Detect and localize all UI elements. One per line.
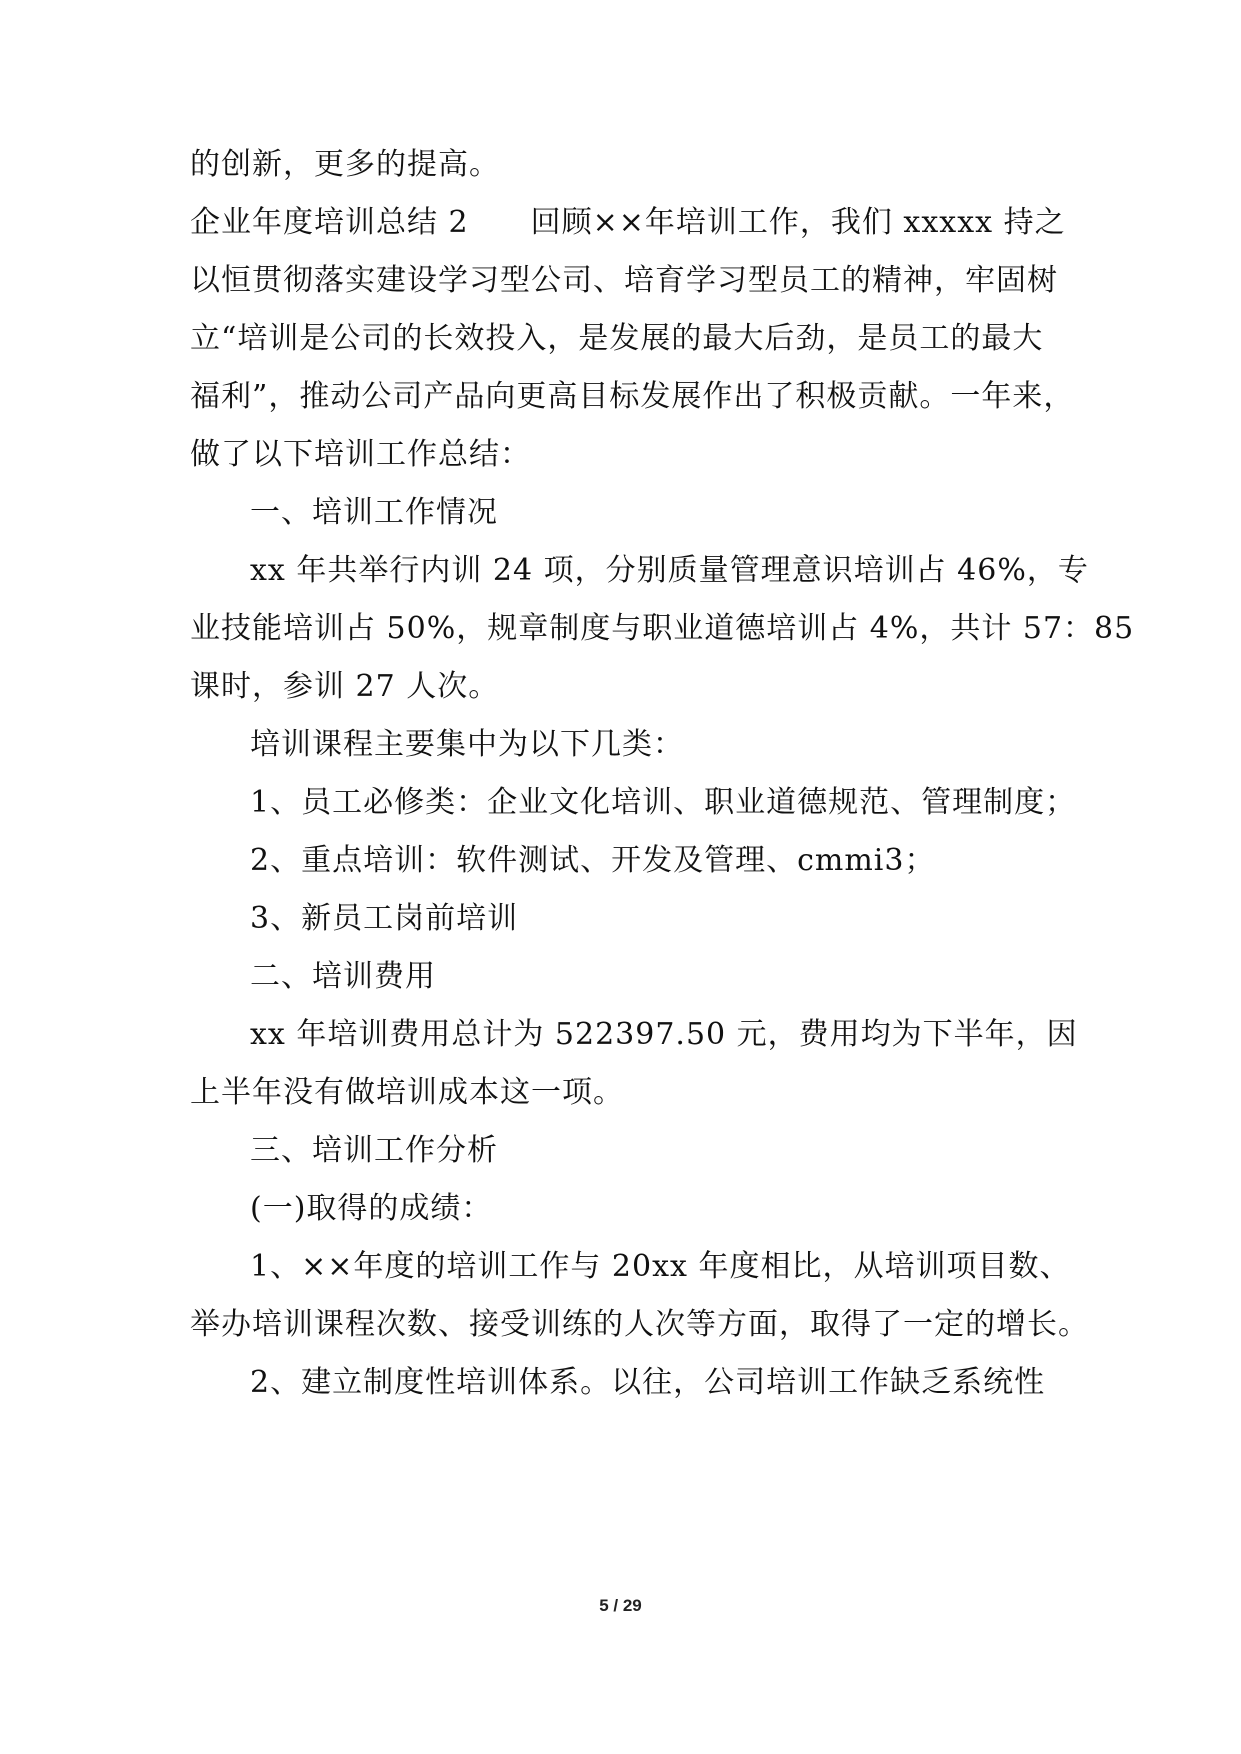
text-line-9: 业技能培训占 50%，规章制度与职业道德培训占 4%，共计 57：85 xyxy=(190,611,1135,646)
text-line-3: 以恒贯彻落实建设学习型公司、培育学习型员工的精神，牢固树 xyxy=(190,263,1058,298)
text-line-6: 做了以下培训工作总结： xyxy=(190,437,531,472)
section-heading-2: 二、培训费用 xyxy=(250,959,436,994)
list-item-2: 2、重点培训：软件测试、开发及管理、cmmi3； xyxy=(250,843,936,878)
text-line-22: 2、建立制度性培训体系。以往，公司培训工作缺乏系统性 xyxy=(250,1365,1046,1400)
text-line-5: 福利”，推动公司产品向更高目标发展作出了积极贡献。一年来， xyxy=(190,379,1075,414)
text-line-4: 立“培训是公司的长效投入，是发展的最大后劲，是员工的最大 xyxy=(190,321,1044,356)
section-heading-1: 一、培训工作情况 xyxy=(250,495,498,530)
text-line-8: xx 年共举行内训 24 项，分别质量管理意识培训占 46%，专 xyxy=(250,553,1089,588)
text-line-1: 的创新，更多的提高。 xyxy=(190,147,500,182)
section-heading-3: 三、培训工作分析 xyxy=(250,1133,498,1168)
text-line-20: 1、××年度的培训工作与 20xx 年度相比，从培训项目数、 xyxy=(250,1249,1071,1284)
text-line-11: 培训课程主要集中为以下几类： xyxy=(250,727,684,762)
text-line-17: 上半年没有做培训成本这一项。 xyxy=(190,1075,624,1110)
text-line-21: 举办培训课程次数、接受训练的人次等方面，取得了一定的增长。 xyxy=(190,1307,1089,1342)
text-line-2: 企业年度培训总结 2 回顾××年培训工作，我们 xxxxx 持之 xyxy=(190,205,1066,240)
page-number: 5 / 29 xyxy=(599,1596,642,1615)
text-line-16: xx 年培训费用总计为 522397.50 元，费用均为下半年，因 xyxy=(250,1017,1078,1052)
text-line-10: 课时，参训 27 人次。 xyxy=(190,669,500,704)
subsection-heading: (一)取得的成绩： xyxy=(250,1191,493,1226)
list-item-1: 1、员工必修类：企业文化培训、职业道德规范、管理制度； xyxy=(250,785,1077,820)
list-item-3: 3、新员工岗前培训 xyxy=(250,901,519,936)
